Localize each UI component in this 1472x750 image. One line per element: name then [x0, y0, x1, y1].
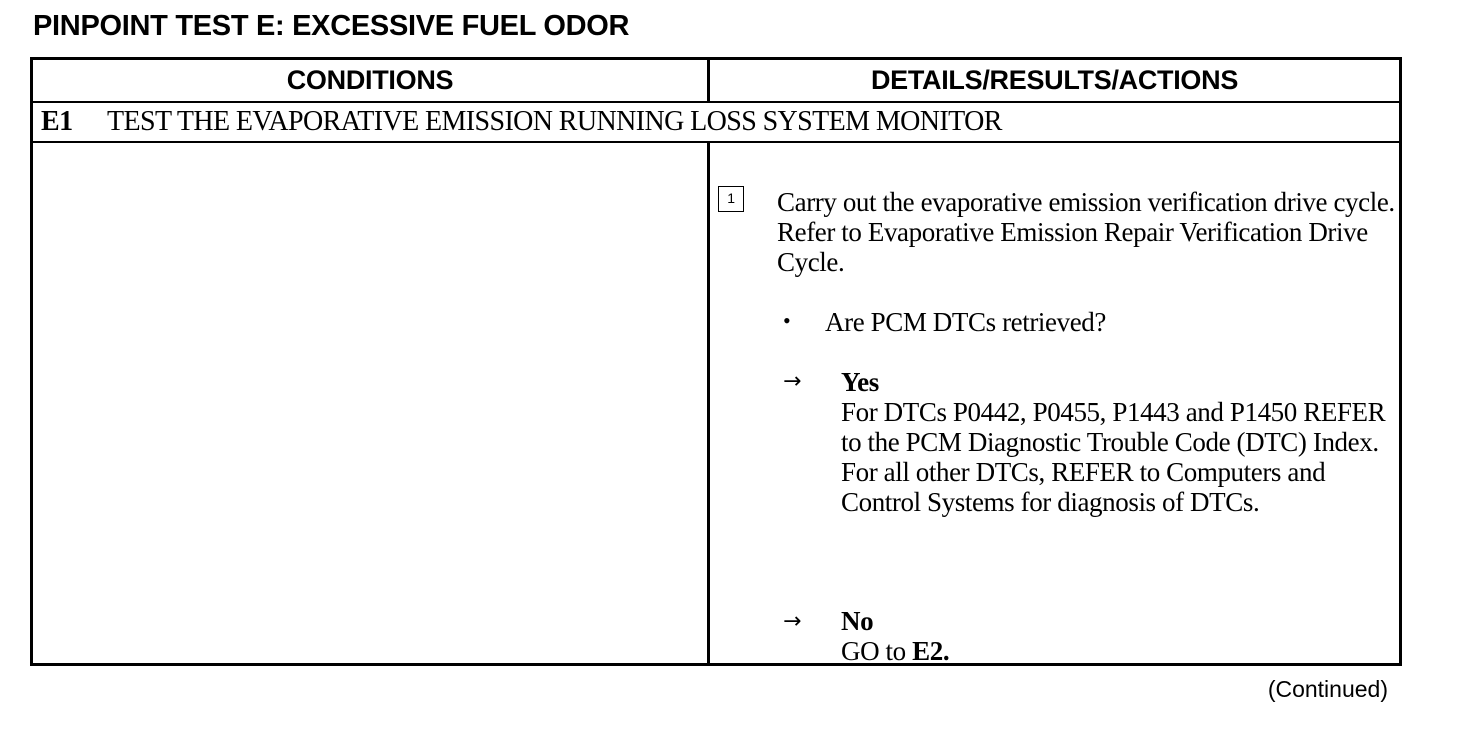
details-results-actions-header: DETAILS/RESULTS/ACTIONS — [870, 65, 1239, 95]
step-number-box: 1 — [718, 186, 744, 212]
question-text: Are PCM DTCs retrieved? — [825, 307, 1106, 337]
step-title: TEST THE EVAPORATIVE EMISSION RUNNING LOSS SYSTEM MONITOR — [107, 106, 1002, 137]
bullet-icon: • — [783, 308, 791, 333]
instruction-text: Carry out the evaporative emission verification drive cycle. Refer to Evaporative Emission Repair Verification Drive Cycle. — [777, 187, 1395, 277]
no-label: No — [841, 606, 874, 636]
go-to-prefix: GO to — [841, 636, 906, 666]
step-row — [33, 103, 1399, 141]
continued-note: (Continued) — [1267, 676, 1388, 702]
arrow-right-icon: → — [783, 609, 802, 634]
pinpoint-test-table — [30, 57, 1402, 666]
arrow-right-icon: → — [783, 369, 802, 394]
go-to-target: E2. — [912, 636, 950, 666]
no-result-text — [841, 636, 1401, 666]
step-id: E1 — [41, 106, 73, 137]
yes-label: Yes — [841, 367, 879, 397]
page-title: PINPOINT TEST E: EXCESSIVE FUEL ODOR — [33, 10, 630, 42]
yes-result-text: For DTCs P0442, P0455, P1443 and P1450 REFER to the PCM Diagnostic Trouble Code (DTC) Index. For all other DTCs, REFER to Computers and Control Systems for diagnosis of DTCs. — [841, 397, 1386, 517]
details-cell — [710, 143, 1399, 666]
conditions-header: CONDITIONS — [286, 65, 454, 95]
